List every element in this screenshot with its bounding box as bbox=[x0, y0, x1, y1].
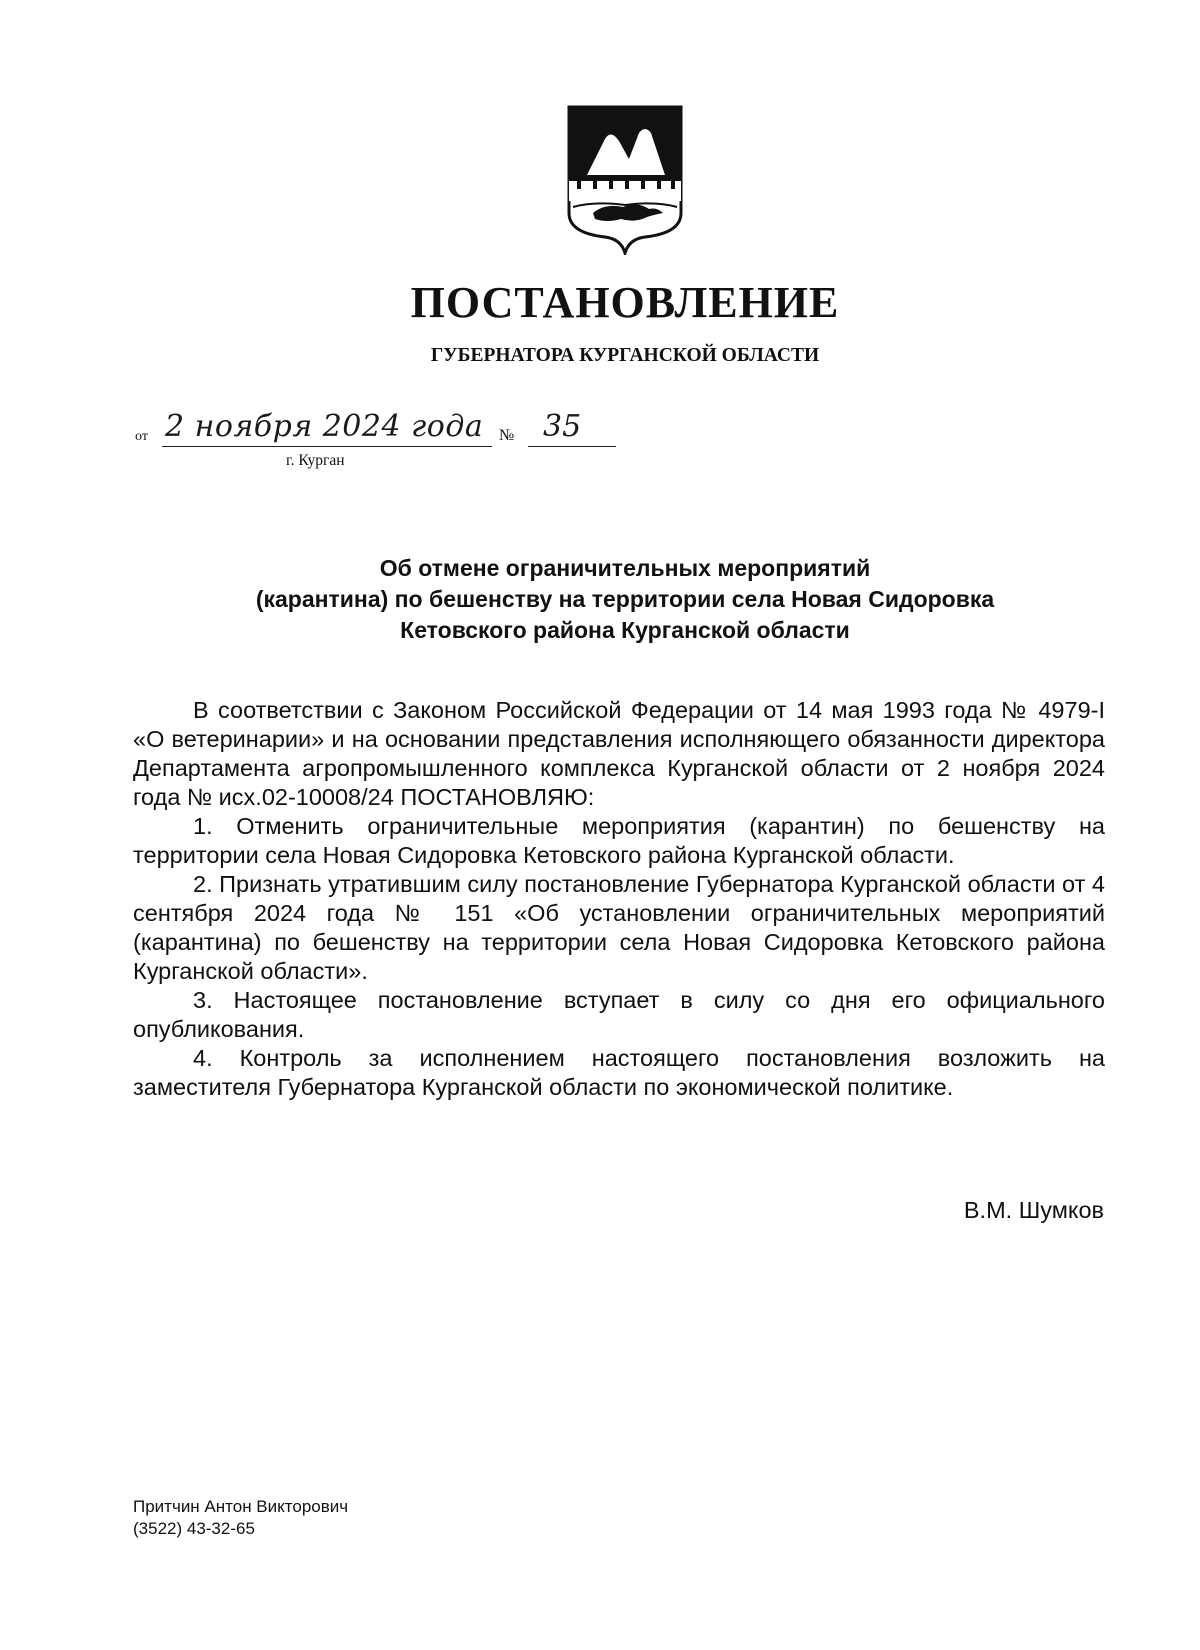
handwritten-number: 35 bbox=[543, 409, 582, 444]
date-from-label: от bbox=[135, 429, 148, 444]
decree-item-2: 2. Признать утратившим силу постановление Губернатора Курганской области от 4 сентября 2024 года № 151 «Об установлении ограничительных мероприятий (карантина) по бешенству на территории села Новая Сидоровка Кетовского района Курганской области». bbox=[133, 871, 1105, 984]
date-underline bbox=[162, 446, 492, 447]
number-label: № bbox=[499, 427, 515, 444]
title-line: Кетовского района Курганской области bbox=[400, 617, 850, 643]
decree-item-3: 3. Настоящее постановление вступает в силу со дня его официального опубликования. bbox=[133, 987, 1105, 1042]
kurgan-oblast-coat-of-arms-icon bbox=[565, 103, 685, 255]
handwritten-date: 2 ноября 2024 года bbox=[165, 409, 484, 444]
issuer-subtitle: ГУБЕРНАТОРА КУРГАНСКОЙ ОБЛАСТИ bbox=[430, 345, 820, 366]
city-label: г. Курган bbox=[286, 452, 345, 469]
decree-item-4: 4. Контроль за исполнением настоящего постановления возложить на заместителя Губернатора Курганской области по экономической политике. bbox=[133, 1045, 1105, 1100]
executor-name: Притчин Антон Викторович bbox=[133, 1497, 349, 1516]
preamble-paragraph: В соответствии с Законом Российской Федерации от 14 мая 1993 года № 4979-I «О ветеринарии» и на основании представления исполняющего обязанности директора Департамента агропромышленного комплекса Курганской области от 2 ноября 2024 года № исх.02-10008/24 ПОСТАНОВЛЯЮ: bbox=[133, 697, 1105, 810]
document-body bbox=[133, 696, 1105, 1102]
document-subject-title bbox=[0, 553, 1200, 646]
coat-of-arms-emblem bbox=[565, 103, 685, 255]
number-underline bbox=[528, 446, 616, 447]
decree-item-1: 1. Отменить ограничительные мероприятия (карантин) по бешенству на территории села Новая Сидоровка Кетовского района Курганской области. bbox=[133, 813, 1105, 868]
executor-phone: (3522) 43-32-65 bbox=[133, 1519, 255, 1538]
signatory-name: В.М. Шумков bbox=[963, 1197, 1104, 1223]
executor-block bbox=[133, 1496, 348, 1540]
title-line: Об отмене ограничительных мероприятий bbox=[379, 555, 871, 581]
document-type-title: ПОСТАНОВЛЕНИЕ bbox=[410, 278, 840, 327]
title-line: (карантина) по бешенству на территории села Новая Сидоровка bbox=[255, 586, 995, 612]
